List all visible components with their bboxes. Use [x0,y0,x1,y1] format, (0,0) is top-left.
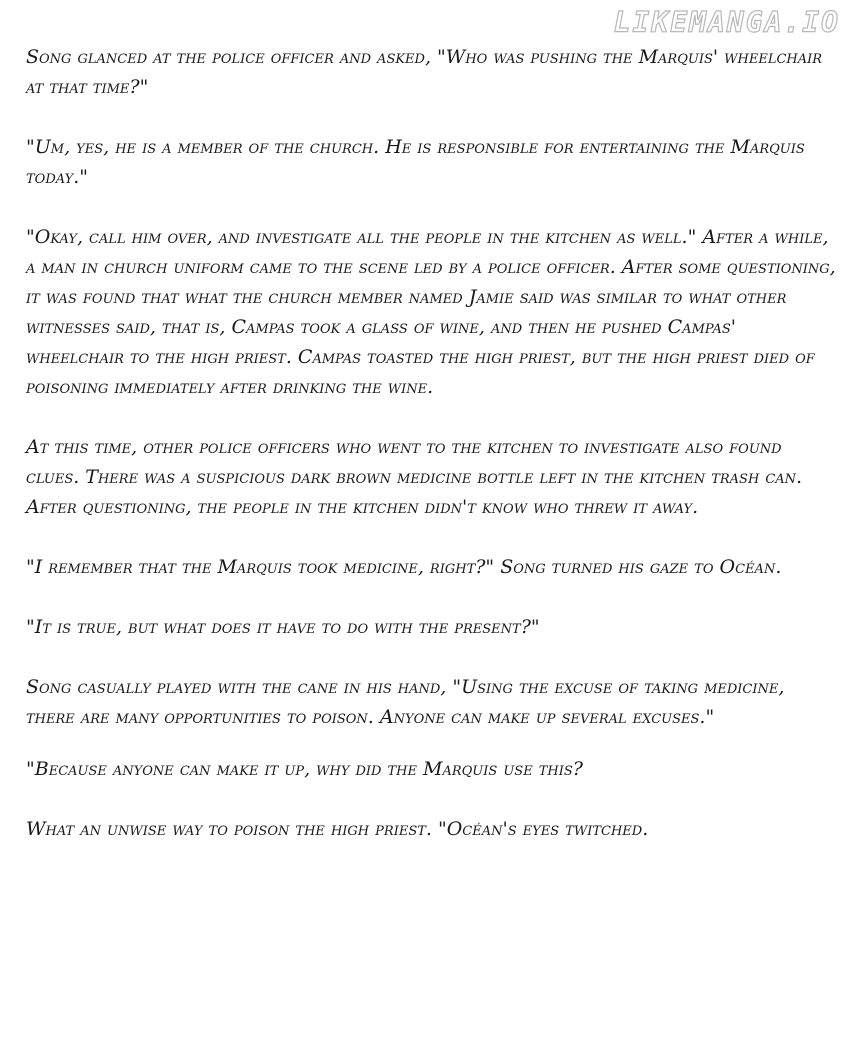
paragraph: "Because anyone can make it up, why did the Marquis use this? [26,758,583,780]
paragraph: "Okay, call him over, and investigate all the people in the kitchen as well." After a while, a man in church uniform came to the scene led by a police officer. After some questioning, it was found that what the church member named Jamie said was similar to what other witnesses said, that is, Campas took a glass of wine, and then he pushed Campas' wheelchair to the high priest. Campas toasted the high priest, but the high priest died of poisoning immediately after drinking the wine. [26,226,836,398]
paragraph: "Um, yes, he is a member of the church. He is responsible for entertaining the Marquis today." [26,136,805,188]
paragraph: "It is true, but what does it have to do with the present?" [26,616,540,638]
story-text [26,42,836,874]
paragraph: "I remember that the Marquis took medicine, right?" Song turned his gaze to Océan. [26,556,782,578]
paragraph: Song casually played with the cane in his hand, "Using the excuse of taking medicine, there are many opportunities to poison. Anyone can make up several excuses." [26,676,785,728]
paragraph: What an unwise way to poison the high priest. "Océan's eyes twitched. [26,818,649,840]
paragraph: At this time, other police officers who went to the kitchen to investigate also found clues. There was a suspicious dark brown medicine bottle left in the kitchen trash can. After questioning, the people in the kitchen didn't know who threw it away. [26,436,803,518]
paragraph: Song glanced at the police officer and asked, "Who was pushing the Marquis' wheelchair at that time?" [26,46,823,98]
watermark-logo: LIKEMANGA.IO [613,6,840,39]
